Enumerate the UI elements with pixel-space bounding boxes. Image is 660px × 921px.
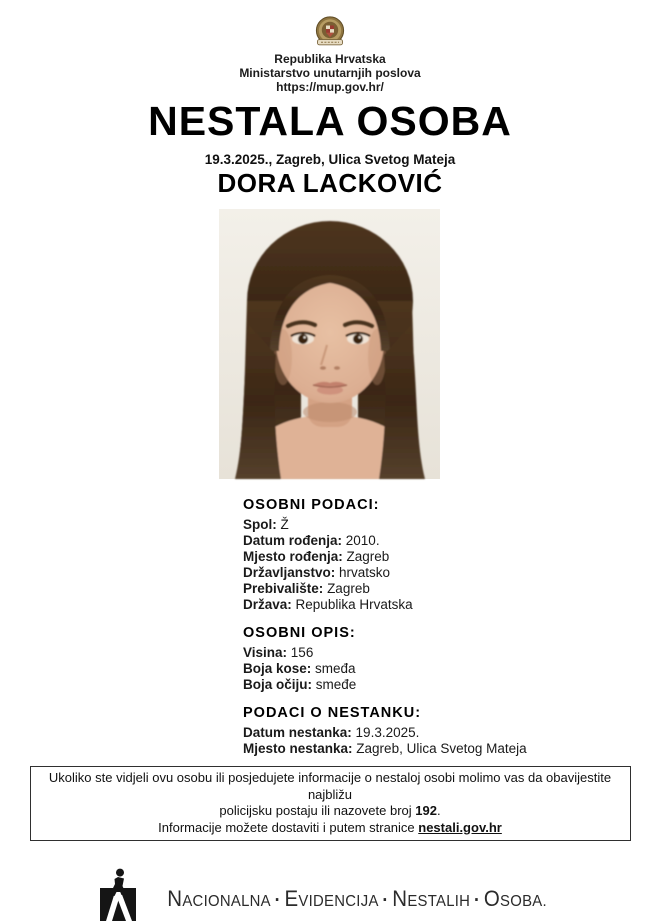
footer-logo-text: NACIONALNA · EVIDENCIJA · NESTALIH · OSOBA. <box>167 886 548 911</box>
field-label: Državljanstvo: <box>243 565 336 580</box>
emergency-number: 192 <box>415 803 437 818</box>
field-value: smeđe <box>315 677 357 692</box>
field-row <box>243 581 660 597</box>
header-country: Republika Hrvatska <box>274 52 386 66</box>
field-value: Zagreb <box>346 549 390 564</box>
header <box>0 0 660 94</box>
field-label: Država: <box>243 597 292 612</box>
notice-line-3: Informacije možete dostaviti i putem stranice nestali.gov.hr <box>158 819 502 835</box>
field-value: hrvatsko <box>339 565 391 580</box>
footer-logo <box>0 868 660 921</box>
field-row <box>243 677 660 693</box>
field-value: Ž <box>280 517 289 532</box>
header-url: https://mup.gov.hr/ <box>276 80 384 94</box>
field-label: Mjesto rođenja: <box>243 549 343 564</box>
field-value: Zagreb <box>327 581 370 596</box>
section-personal-data <box>243 497 660 613</box>
field-label: Mjesto nestanka: <box>243 741 353 756</box>
section-personal-description <box>243 625 660 693</box>
incident-line: 19.3.2025., Zagreb, Ulica Svetog Mateja <box>204 152 456 167</box>
poster-title: NESTALA OSOBA <box>148 98 512 144</box>
field-label: Datum rođenja: <box>243 533 343 548</box>
person-name: DORA LACKOVIĆ <box>217 168 443 198</box>
field-label: Boja očiju: <box>243 677 313 692</box>
section-heading: OSOBNI PODACI: <box>243 497 380 513</box>
section-heading: OSOBNI OPIS: <box>243 625 356 641</box>
header-ministry: Ministarstvo unutarnjih poslova <box>239 66 421 80</box>
field-row <box>243 565 660 581</box>
field-label: Visina: <box>243 645 288 660</box>
field-label: Datum nestanka: <box>243 725 352 740</box>
field-value: 156 <box>290 645 314 660</box>
separator-dot: · <box>382 890 389 911</box>
field-row <box>243 517 660 533</box>
field-label: Spol: <box>243 517 277 532</box>
field-value: 19.3.2025. <box>355 725 420 740</box>
field-row <box>243 661 660 677</box>
person-details <box>243 497 660 757</box>
notice-line-1: Ukoliko ste vidjeli ovu osobu ili posjedujete informacije o nestaloj osobi molimo vas da obavijestite najbližu <box>48 770 612 802</box>
notice-box <box>30 766 631 841</box>
separator-dot: · <box>274 890 282 911</box>
field-label: Boja kose: <box>243 661 312 676</box>
missing-person-portrait <box>219 209 440 479</box>
field-value: Republika Hrvatska <box>295 597 413 612</box>
ministry-seal-icon <box>313 15 347 50</box>
field-row <box>243 645 660 661</box>
field-value: 2010. <box>345 533 380 548</box>
field-label: Prebivalište: <box>243 581 324 596</box>
field-row <box>243 549 660 565</box>
separator-dot: · <box>474 890 481 911</box>
section-heading: PODACI O NESTANKU: <box>243 705 422 721</box>
field-row <box>243 741 660 757</box>
field-row <box>243 533 660 549</box>
nestali-gov-hr-link[interactable]: nestali.gov.hr <box>418 819 502 835</box>
notice-line-2: policijsku postaju ili nazovete broj 192. <box>219 803 441 818</box>
section-disappearance-data <box>243 705 660 757</box>
field-row <box>243 597 660 613</box>
walking-person-icon <box>98 868 142 921</box>
field-row <box>243 725 660 741</box>
field-value: smeđa <box>315 661 356 676</box>
field-value: Zagreb, Ulica Svetog Mateja <box>356 741 527 756</box>
